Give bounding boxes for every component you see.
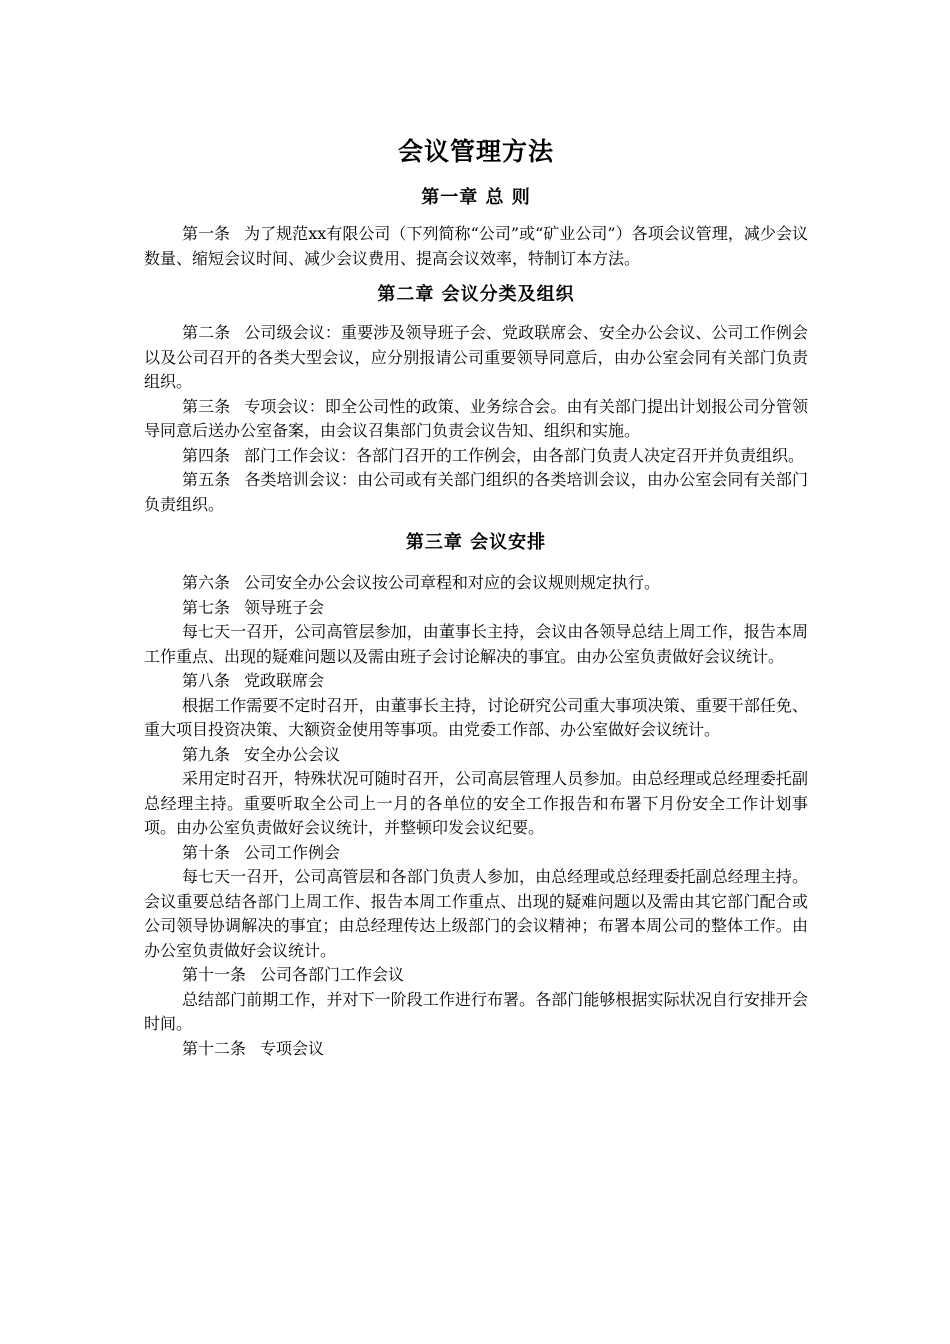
article-text: 专项会议：即全公司性的政策、业务综合会。由有关部门提出计划报公司分管领导同意后送办公室备案，由会议召集部门负责会议告知、组织和实施。 — [144, 396, 808, 440]
article-text: 公司安全办公会议按公司章程和对应的会议规则规定执行。 — [244, 573, 661, 592]
article-body: 根据工作需要不定时召开，由董事长主持，讨论研究公司重大事项决策、重要干部任免、重大项目投资决策、大额资金使用等事项。由党委工作部、办公室做好会议统计。 — [144, 695, 808, 739]
article-heading-line — [144, 1037, 808, 1062]
article-paragraph — [144, 321, 808, 395]
article-text: 为了规范xx有限公司（下列简称“公司”或“矿业公司”）各项会议管理，减少会议数量、缩短会议时间、减少会议费用、提高会议效率，特制订本方法。 — [144, 224, 808, 268]
article-number: 第四条 — [182, 445, 231, 465]
article-text: 党政联席会 — [244, 671, 325, 690]
article-heading-line — [144, 743, 808, 768]
article-number: 第十二条 — [182, 1038, 247, 1058]
article-heading-line — [144, 963, 808, 988]
article-number: 第六条 — [182, 573, 231, 592]
article-heading-line — [144, 841, 808, 866]
article-text: 安全办公会议 — [244, 744, 341, 764]
article-text: 公司工作例会 — [244, 842, 341, 862]
article-text: 领导班子会 — [244, 597, 325, 617]
article-number: 第九条 — [182, 744, 231, 764]
article-heading-line — [144, 669, 808, 694]
chapter-heading-3: 第三章 会议安排 — [405, 532, 547, 553]
article-paragraph — [144, 571, 808, 596]
article-heading-line — [144, 596, 808, 621]
article-number: 第五条 — [182, 470, 231, 489]
document-title: 会议管理方法 — [397, 137, 554, 166]
article-body: 每七天一召开，公司高管层参加，由董事长主持，会议由各领导总结上周工作，报告本周工作重点、出现的疑难问题以及需由班子会讨论解决的事宜。由办公室负责做好会议统计。 — [144, 622, 808, 666]
article-number: 第十一条 — [182, 965, 247, 984]
article-paragraph — [144, 395, 808, 444]
article-paragraph — [144, 222, 808, 271]
article-body: 每七天一召开，公司高管层和各部门负责人参加，由总经理或总经理委托副总经理主持。会议重要总结各部门上周工作、报告本周工作重点、出现的疑难问题以及需由其它部门配合或公司领导协调解决的事宜；由总经理传达上级部门的会议精神；布署本周公司的整体工作。由办公室负责做好会议统计。 — [144, 867, 808, 960]
article-body: 采用定时召开，特殊状况可随时召开，公司高层管理人员参加。由总经理或总经理委托副总经理主持。重要听取全公司上一月的各单位的安全工作报告和布署下月份安全工作计划事项。由办公室负责做好会议统计，并整顿印发会议纪要。 — [144, 769, 808, 837]
chapter-heading-1: 第一章 总 则 — [421, 187, 531, 208]
article-text: 专项会议 — [260, 1038, 325, 1058]
article-text: 各类培训会议：由公司或有关部门组织的各类培训会议，由办公室会同有关部门负责组织。 — [144, 470, 808, 514]
article-text: 公司级会议：重要涉及领导班子会、党政联席会、安全办公会议、公司工作例会以及公司召开的各类大型会议，应分别报请公司重要领导同意后，由办公室会同有关部门负责组织。 — [144, 323, 808, 391]
article-number: 第一条 — [182, 224, 231, 243]
article-number: 第十条 — [182, 842, 231, 862]
article-paragraph — [144, 444, 808, 469]
article-number: 第三条 — [182, 396, 231, 416]
document-page — [144, 128, 808, 1061]
article-number: 第七条 — [182, 597, 231, 617]
article-paragraph — [144, 468, 808, 517]
article-number: 第二条 — [182, 323, 231, 342]
article-text: 部门工作会议：各部门召开的工作例会，由各部门负责人决定召开并负责组织。 — [244, 445, 805, 465]
article-number: 第八条 — [182, 671, 231, 690]
article-body: 总结部门前期工作，并对下一阶段工作进行布署。各部门能够根据实际状况自行安排开会时间。 — [144, 989, 808, 1033]
chapter-heading-2: 第二章 会议分类及组织 — [377, 284, 575, 305]
article-text: 公司各部门工作会议 — [260, 965, 405, 984]
